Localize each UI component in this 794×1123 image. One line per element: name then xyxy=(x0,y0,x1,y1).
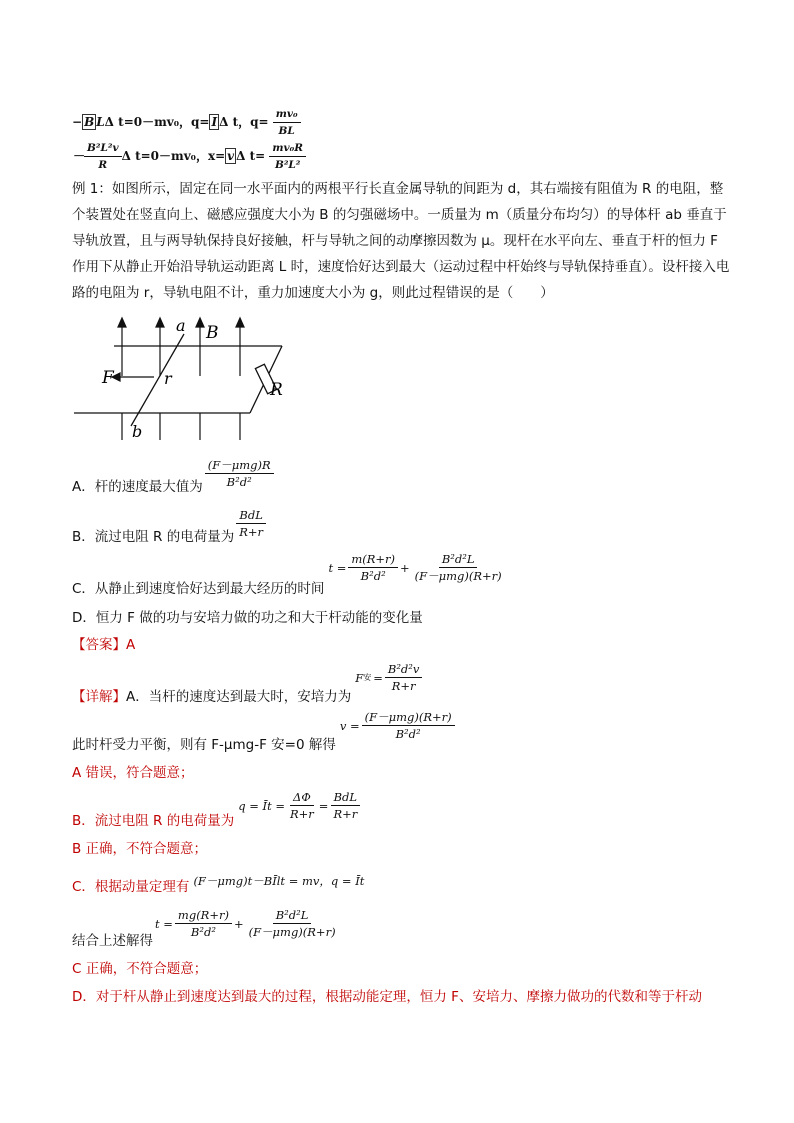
detail-c: C．根据动量定理有 (F－μmg)t－BĪlt = mv ，q = Īt xyxy=(72,874,365,895)
detail-b-verdict: B 正确，不符合题意； xyxy=(72,841,208,857)
detail-d: D．对于杆从静止到速度达到最大的过程，根据动能定理，恒力 F、安培力、摩擦力做功的代数和等于杆动 xyxy=(72,989,702,1005)
option-c: C．从静止到速度恰好达到最大经历的时间 t = $\frac{m(R+r)}{\text{B²d²}}$ + $\frac{\text{B²d²L}}{\text{(F－μmg)(R+r)}}$ xyxy=(72,552,502,597)
label-a: a xyxy=(176,316,186,335)
option-d: D．恒力 F 做的功与安培力做的功之和大于杆动能的变化量 xyxy=(72,610,423,626)
option-b: B．流过电阻 R 的电荷量为 $\frac{\text{BdL}}{R+r}$ xyxy=(72,504,266,548)
label-B: B xyxy=(206,323,219,343)
detail-a-2: 此时杆受力平衡，则有 F-μmg-F 安=0 解得 v = $\frac{\text{(F－μmg)(R+r)}}{\text{B²d²}}$ xyxy=(72,716,455,756)
detail-c-2: 结合上述解得 t = $\frac{mg(R+r)}{\text{B²d²}}$ + $\frac{\text{B²d²L}}{\text{(F－μmg)(R+r)}}$ xyxy=(72,908,336,949)
formula-line-1: − B LΔ t=0－mv₀，q= I Δ t，q= $\frac{\text{mv₀}}{BL}$ xyxy=(72,106,301,139)
option-a: A．杆的速度最大值为 $\frac{\text{(F－μmg)R}}{\text{B²d²}}$ xyxy=(72,454,274,498)
detail-a: 【详解】 A．当杆的速度达到最大时，安培力为 F 安 = $\frac{\text{B²d²v}}{R+r}$ xyxy=(72,664,422,708)
formula-line-2: － $\frac{\text{B²L²v}}{R}$ Δ t=0－mv₀，x= v Δ t= $\frac{\text{mv₀R}}{\text{B²L²}}$ xyxy=(72,140,306,173)
detail-b: B．流过电阻 R 的电荷量为 q = Īt = $\frac{\Delta\Phi}{R+r}$ = $\frac{\text{BdL}}{R+r}$ xyxy=(72,792,360,832)
question-text: 例 1：如图所示，固定在同一水平面内的两根平行长直金属导轨的间距为 d，其右端接有阻值为 R 的电阻，整个装置处在竖直向上、磁感应强度大小为 B 的匀强磁场中。一质量为 m（质量分布均匀）的导体杆 ab 垂直于导轨放置，且与两导轨保持良好接触，杆与导轨之间的动摩擦因数为 μ。现杆在水平向左、垂直于杆的恒力 F 作用下从静止开始沿导轨运动距离 L 时，速度恰好达到最大（运动过程中杆始终与导轨保持垂直）。设杆接入电路的电阻为 r，导轨电阻不计，重力加速度大小为 g，则此过程错误的是（ ） xyxy=(72,181,730,301)
label-F: F xyxy=(102,368,114,388)
detail-c-verdict: C 正确，不符合题意； xyxy=(72,961,208,977)
label-r: r xyxy=(164,369,172,388)
circuit-figure xyxy=(74,316,294,442)
detail-a-verdict: A 错误，符合题意； xyxy=(72,765,194,781)
label-b: b xyxy=(132,422,143,441)
label-R: R xyxy=(270,380,283,400)
answer: 【答案】A xyxy=(72,637,136,653)
